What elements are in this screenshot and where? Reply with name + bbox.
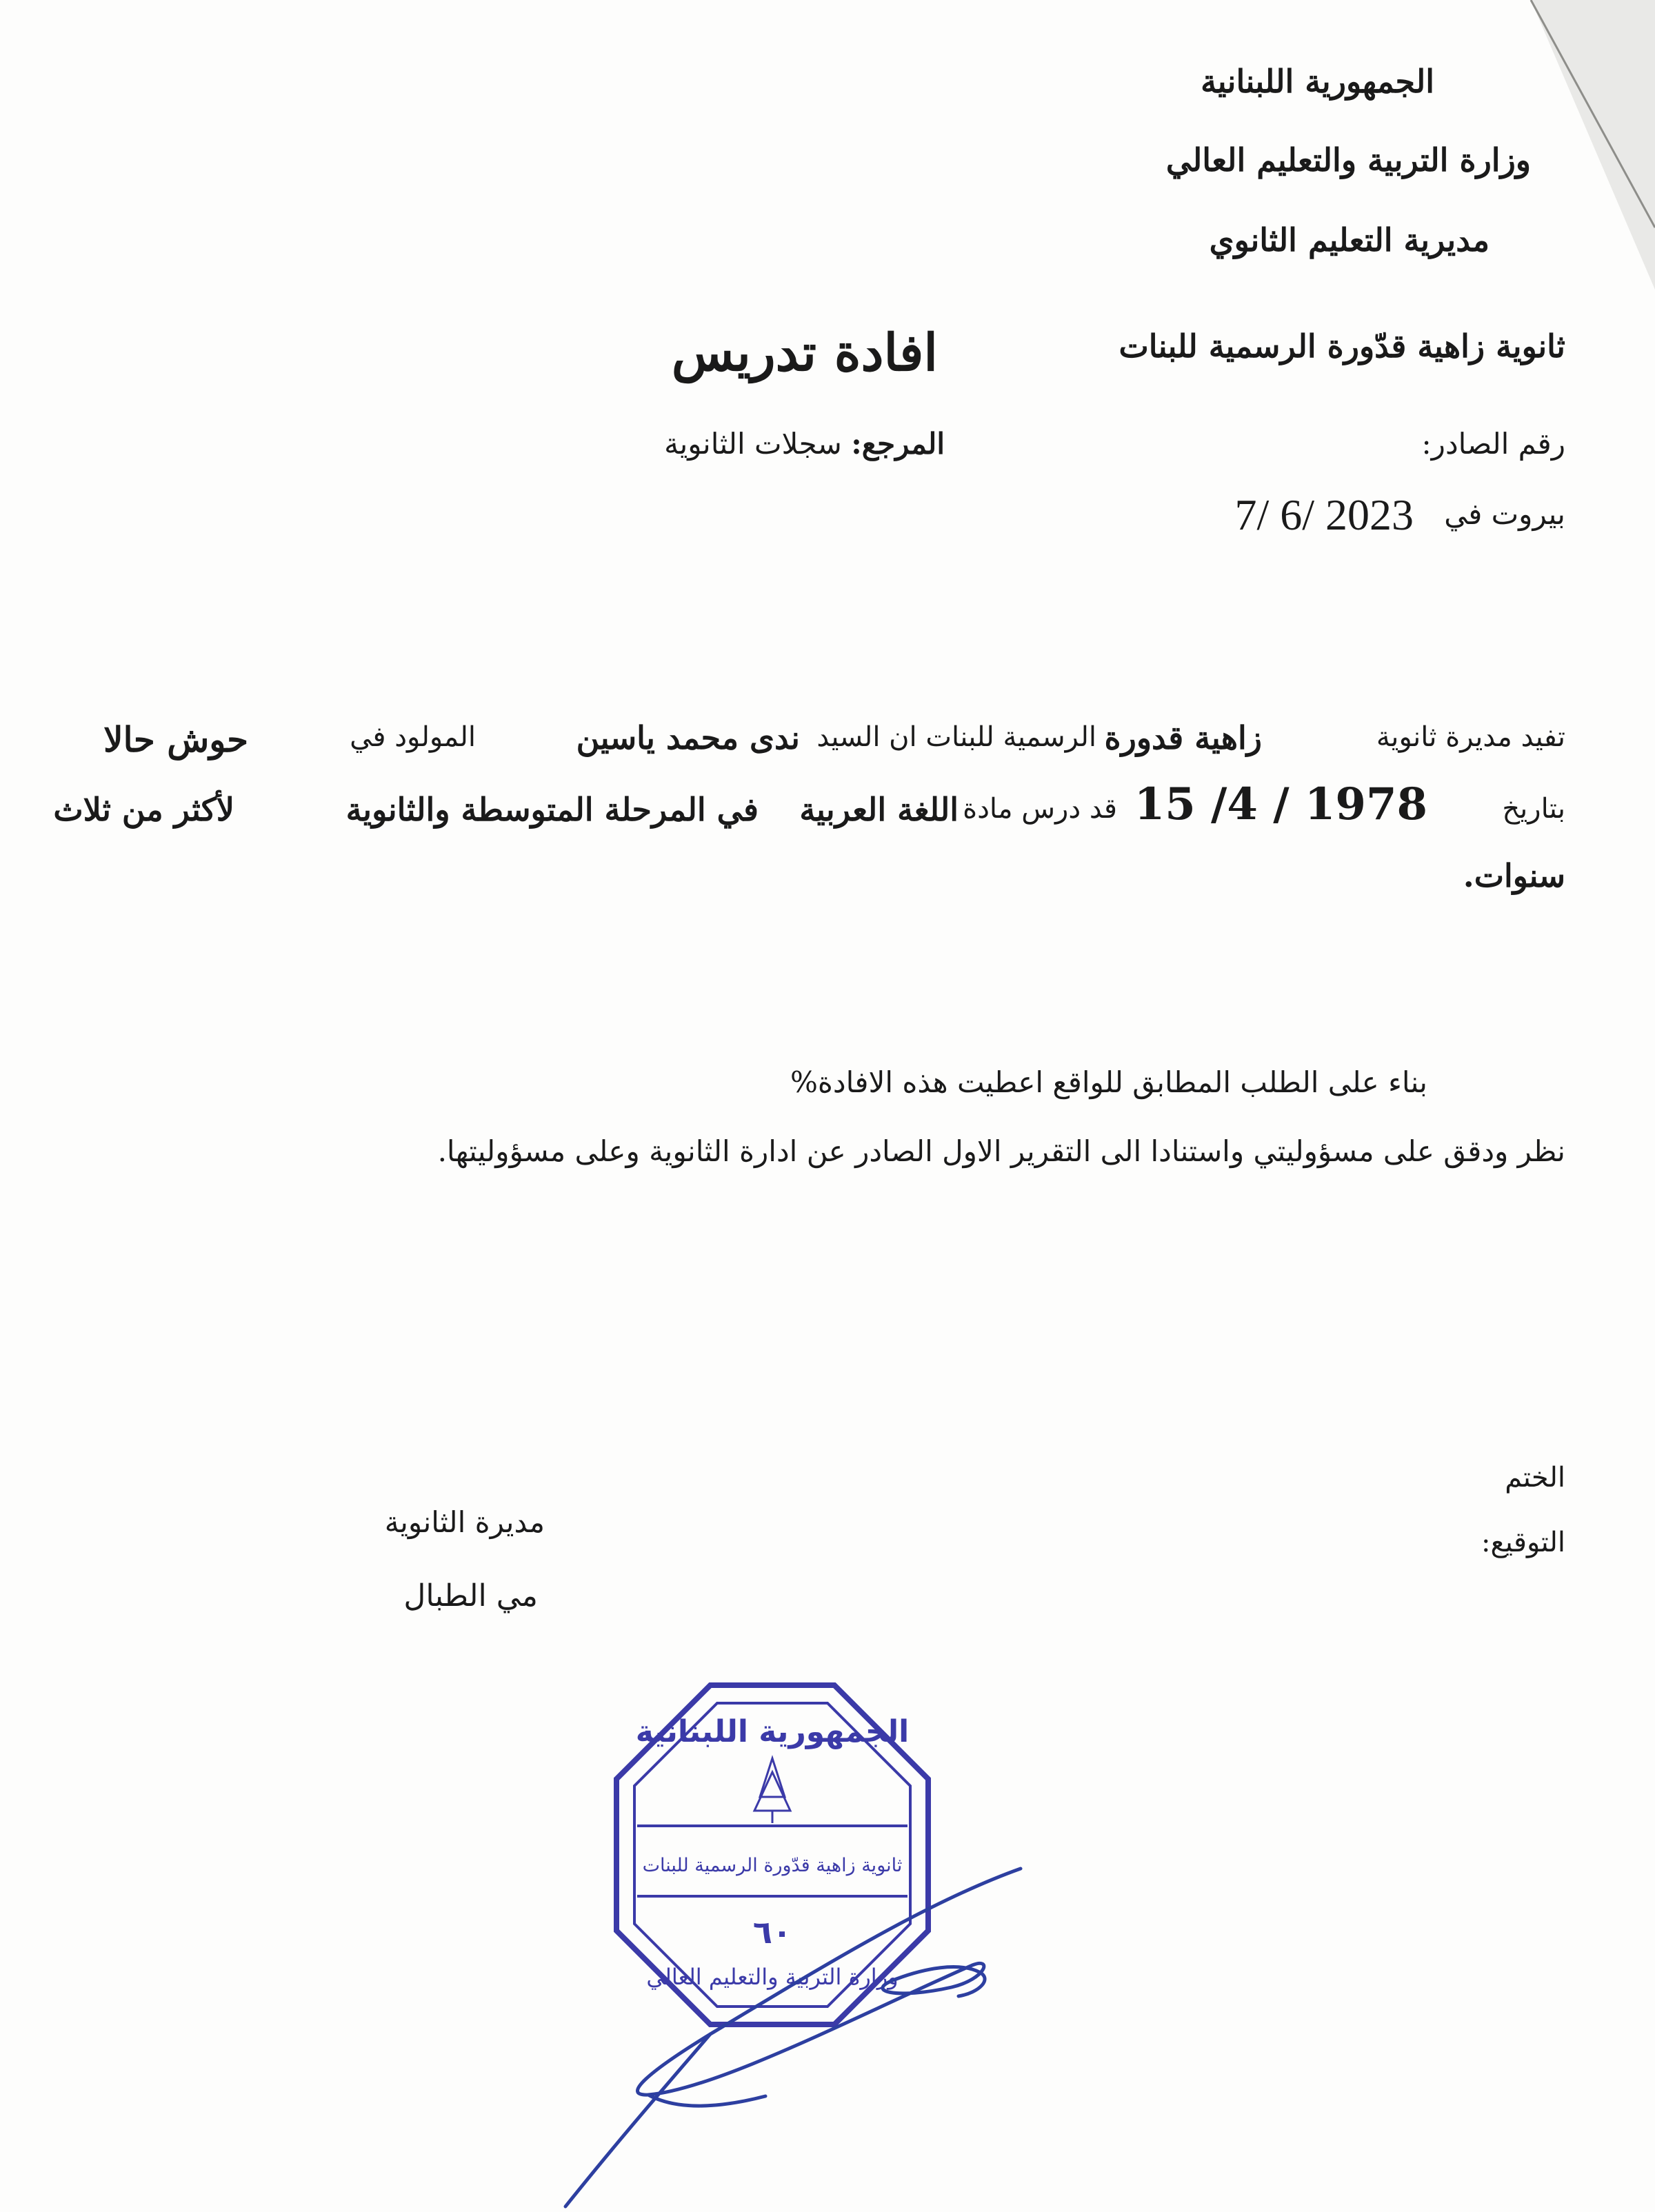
body-duration: لأكثر من ثلاث (53, 791, 234, 828)
reference (664, 428, 945, 461)
seal-band-text: ثانوية زاهية قدّورة الرسمية للبنات (642, 1855, 903, 1876)
body-years: سنوات. (1463, 857, 1565, 894)
principal-title: مديرة الثانوية (384, 1505, 545, 1539)
body-date-label: بتاريخ (1502, 793, 1565, 825)
header-school: ثانوية زاهية قدّورة الرسمية للبنات (1119, 328, 1565, 365)
stamp-label: الختم (1505, 1462, 1565, 1494)
outgoing-number-label: رقم الصادر: (1421, 427, 1565, 461)
header-ministry: وزارة التربية والتعليم العالي (1165, 141, 1531, 179)
reference-value: سجلات الثانوية (664, 427, 842, 461)
body-subject: اللغة العربية (799, 791, 959, 828)
body-line2-taught: قد درس مادة (963, 793, 1117, 825)
document-title: افادة تدريس (671, 323, 938, 383)
header-directorate: مديرية التعليم الثانوي (1209, 221, 1490, 259)
reference-label: المرجع: (851, 427, 945, 461)
body-stage: في المرحلة المتوسطة والثانوية (345, 791, 759, 828)
closing-line-2: نظر ودقق على مسؤوليتي واستنادا الى التقرير الاول الصادر عن ادارة الثانوية وعلى مسؤوليتها. (437, 1134, 1565, 1168)
issue-date: 7/ 6/ 2023 (1234, 490, 1414, 539)
signature-label: التوقيع: (1481, 1527, 1565, 1558)
body-birthplace: حوش حالا (103, 719, 248, 760)
body-birth-date: 15 /4 / 1978 (1134, 778, 1427, 830)
principal-name: مي الطبال (403, 1578, 538, 1613)
body-person-name: ندى محمد ياسين (576, 719, 800, 756)
body-line1-born: المولود في (350, 721, 476, 753)
body-line1-middle: الرسمية للبنات ان السيد (816, 721, 1096, 753)
place-label: بيروت في (1444, 497, 1565, 531)
body-school-name: زاهية قدورة (1104, 719, 1262, 756)
closing-line-1: بناء على الطلب المطابق للواقع اعطيت هذه الافادة% (790, 1065, 1427, 1099)
seal-bottom-text: وزارة التربية والتعليم العالي (646, 1964, 899, 1990)
body-line1-intro: تفيد مديرة ثانوية (1376, 721, 1565, 753)
handwritten-signature (538, 1807, 1062, 2212)
seal-number: ٦٠ (752, 1913, 792, 1951)
seal-top-text: الجمهورية اللبنانية (635, 1714, 910, 1749)
header-republic: الجمهورية اللبنانية (1201, 63, 1434, 100)
